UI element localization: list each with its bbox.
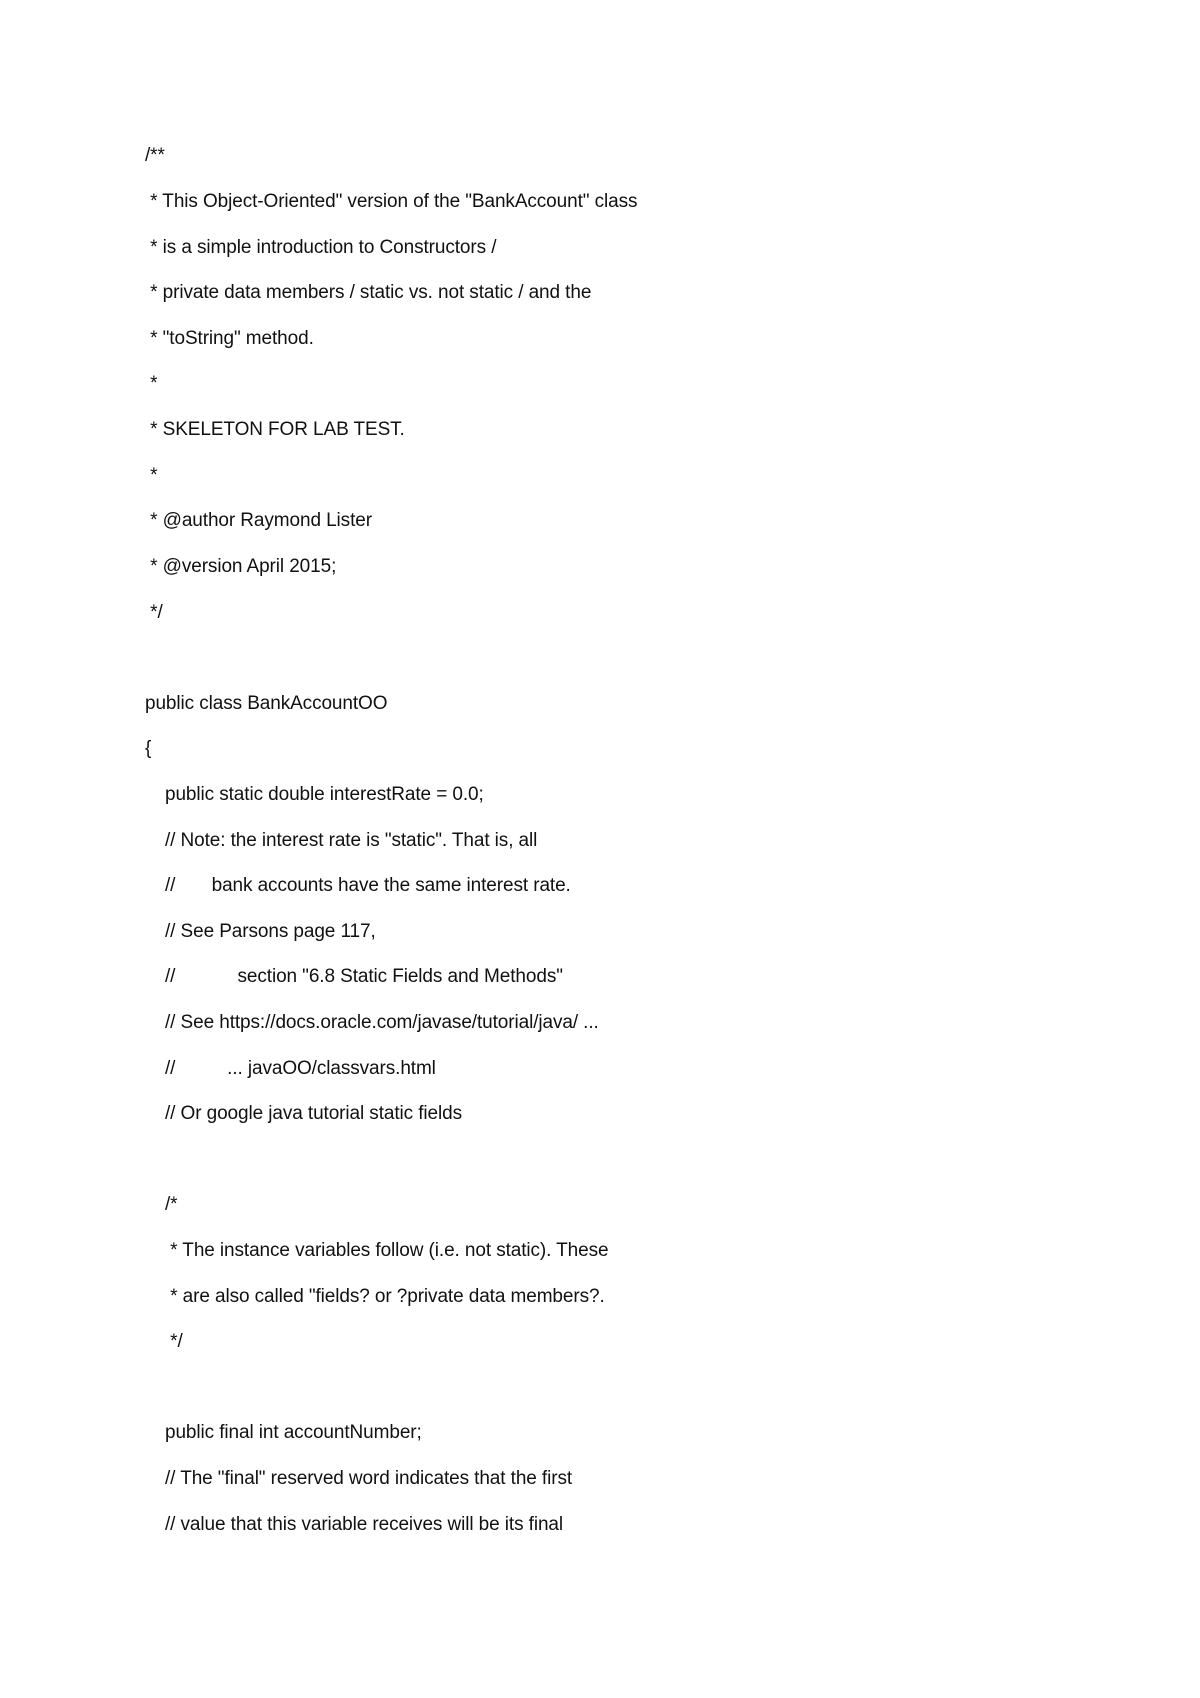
code-line: // ... javaOO/classvars.html: [165, 1058, 436, 1079]
code-line: * is a simple introduction to Constructors /: [145, 237, 497, 258]
code-line: * @version April 2015;: [145, 556, 337, 577]
code-line: // See https://docs.oracle.com/javase/tutorial/java/ ...: [165, 1012, 599, 1033]
code-line: // The "final" reserved word indicates that the first: [165, 1468, 573, 1489]
code-line: // Note: the interest rate is "static". That is, all: [165, 830, 538, 851]
code-line: // Or google java tutorial static fields: [165, 1103, 462, 1124]
code-line: *: [145, 373, 158, 394]
code-line: * This Object-Oriented" version of the "BankAccount" class: [145, 191, 638, 212]
code-line: * are also called "fields? or ?private data members?.: [165, 1286, 605, 1307]
code-line: * "toString" method.: [145, 328, 314, 349]
code-line: // value that this variable receives will be its final: [165, 1514, 564, 1535]
code-line: // bank accounts have the same interest rate.: [165, 875, 571, 896]
code-line: // section "6.8 Static Fields and Methods": [165, 966, 563, 987]
code-line: */: [145, 602, 163, 623]
code-line: * private data members / static vs. not static / and the: [145, 282, 592, 303]
code-line: * SKELETON FOR LAB TEST.: [145, 419, 405, 440]
code-line: * @author Raymond Lister: [145, 510, 372, 531]
code-line: public static double interestRate = 0.0;: [165, 784, 484, 805]
code-line: *: [145, 465, 158, 486]
code-line: */: [165, 1331, 183, 1352]
code-line: public final int accountNumber;: [165, 1422, 422, 1443]
code-line: /**: [145, 145, 165, 166]
code-line: /*: [165, 1194, 178, 1215]
code-line: * The instance variables follow (i.e. not static). These: [165, 1240, 609, 1261]
code-line: // See Parsons page 117,: [165, 921, 376, 942]
code-line: {: [145, 738, 152, 759]
code-line: public class BankAccountOO: [145, 693, 388, 714]
